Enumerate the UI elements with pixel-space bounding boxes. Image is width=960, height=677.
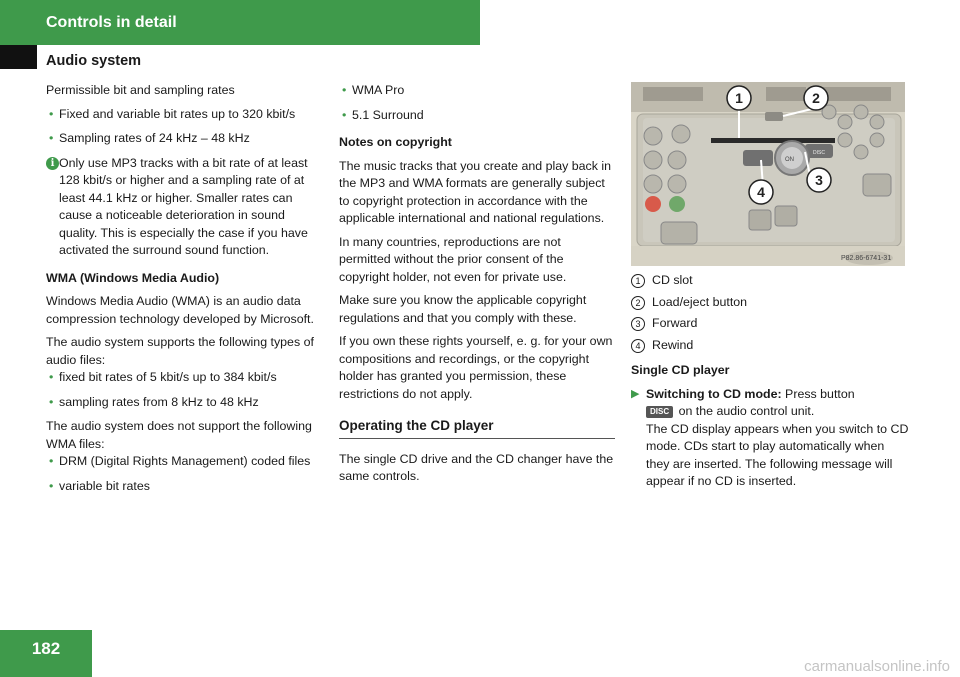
copyright-paragraph: In many countries, reproductions are not permitted without the prior consent of the copyright holder, not even for private use.: [339, 234, 567, 284]
operating-heading: Operating the CD player: [339, 417, 615, 439]
copyright-heading: Notes on copyright: [339, 135, 452, 149]
disc-button-icon: DISC: [646, 406, 673, 418]
list-item: • Sampling rates of 24 kHz – 48 kHz: [49, 131, 250, 145]
callout-label: 2: [812, 90, 820, 106]
list-item: • Fixed and variable bit rates up to 320 kbit/s: [49, 106, 296, 121]
instruction-step: ▶ Switching to CD mode: Press button DISC on the audio control unit. The CD display appears when you switch to CD mode. CDs start to play automatically when they are inserted. The following message will appear if no CD is inserted.: [631, 386, 909, 488]
step-arrow-icon: ▶: [631, 387, 640, 400]
wma-heading: WMA (Windows Media Audio): [46, 270, 220, 285]
legend-item: 3 Forward: [631, 315, 909, 333]
list-item: • WMA Pro: [342, 83, 405, 97]
list-item: • fixed bit rates of 5 kbit/s up to 384 kbit/s: [49, 370, 277, 384]
single-cd-heading: Single CD player: [631, 363, 730, 377]
chapter-header: Controls in detail: [0, 0, 480, 45]
callout-label: 1: [735, 90, 743, 106]
watermark: carmanualsonline.info: [804, 657, 950, 675]
list-item: • sampling rates from 8 kHz to 48 kHz: [49, 394, 259, 409]
list-item: • 5.1 Surround: [342, 107, 424, 122]
list-item: • DRM (Digital Rights Management) coded files: [49, 454, 311, 468]
section-tab-marker: [0, 45, 37, 69]
column-1: [46, 82, 326, 502]
column-3: [631, 82, 909, 491]
copyright-paragraph: If you own these rights yourself, e. g. for your own compositions and recordings, or the copyright holder has granted you permission, these restrictions do not apply.: [339, 334, 613, 401]
photo-code: P82.86-6741-31: [841, 255, 892, 262]
not-supports-intro: The audio system does not support the following WMA files:: [46, 419, 312, 451]
section-title: Audio system: [46, 53, 142, 69]
supports-intro: The audio system supports the following types of audio files:: [46, 335, 314, 367]
wma-description: Windows Media Audio (WMA) is an audio data compression technology developed by Microsoft.: [46, 294, 314, 326]
callout-label: 4: [757, 184, 765, 200]
list-item: • variable bit rates: [49, 478, 150, 493]
sampling-intro: Permissible bit and sampling rates: [46, 83, 235, 97]
legend-item: 1 CD slot: [631, 272, 909, 290]
operating-text: The single CD drive and the CD changer have the same controls.: [339, 451, 614, 483]
copyright-paragraph: The music tracks that you create and play back in the MP3 and WMA formats are generally subject to copyright protection in accordance with the applicable international and national regulations.: [339, 158, 612, 225]
legend-item: 2 Load/eject button: [631, 294, 909, 312]
info-note: i Only use MP3 tracks with a bit rate of at least 128 kbit/s or higher and a sampling rate of at least 44.1 kHz or higher. Smaller rates can cause a noticeable deterioration in sound quality. This is especially the case if you have activated the surround sound function.: [46, 155, 326, 260]
page-number: 182: [0, 630, 92, 677]
audio-control-unit-photo: [631, 82, 905, 266]
info-icon: i: [46, 157, 59, 170]
svg-text:DISC: DISC: [813, 150, 825, 156]
column-2: [339, 82, 615, 492]
copyright-paragraph: Make sure you know the applicable copyright regulations and that you comply with these.: [339, 293, 587, 325]
legend-item: 4 Rewind: [631, 337, 909, 355]
callout-label: 3: [815, 172, 823, 188]
svg-text:ON: ON: [785, 157, 794, 163]
